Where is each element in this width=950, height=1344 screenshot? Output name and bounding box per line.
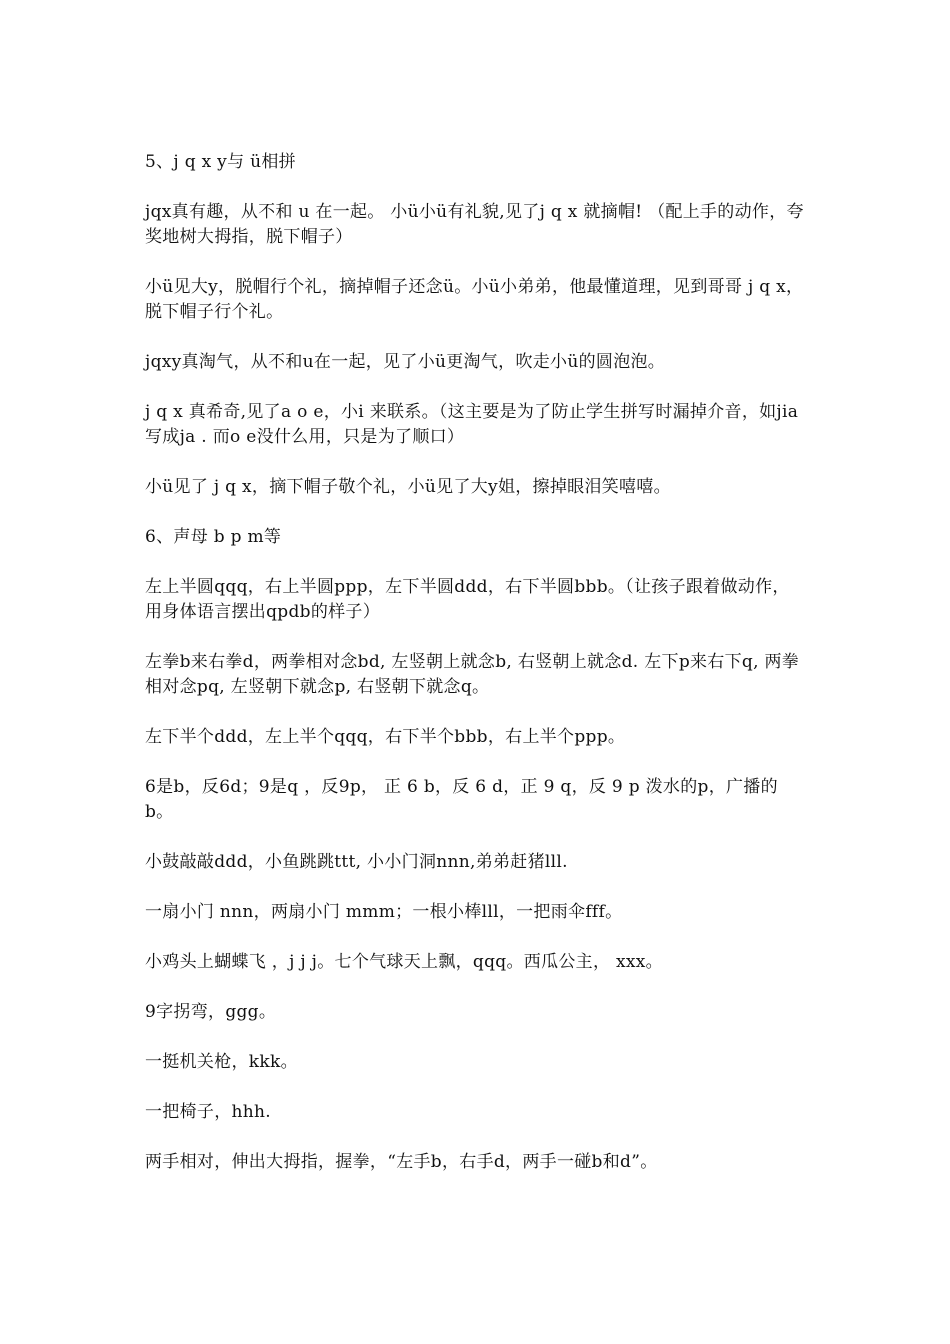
paragraph: 一扇小门 nnn，两扇小门 mmm；一根小棒lll，一把雨伞fff。 [145, 902, 623, 922]
paragraph: 左下半个ddd，左上半个qqq，右下半个bbb，右上半个ppp。 [145, 727, 626, 747]
paragraph: jqxy真淘气，从不和u在一起，见了小ü更淘气，吹走小ü的圆泡泡。 [145, 352, 666, 372]
document-body [145, 150, 805, 1200]
paragraph: 一把椅子，hhh. [145, 1102, 271, 1122]
paragraph: 6是b，反6d；9是q ，反9p， 正 6 b，反 6 d，正 9 q，反 9 p 泼水的p，广播的b。 [145, 777, 778, 822]
paragraph: 9字拐弯，ggg。 [145, 1002, 277, 1022]
heading-initials-bpm: 6、声母 b p m等 [145, 527, 282, 547]
paragraph: 一挺机关枪，kkk。 [145, 1052, 298, 1072]
paragraph: jqx真有趣，从不和 u 在一起。 小ü小ü有礼貌,见了j q x 就摘帽! （配上手的动作，夸奖地树大拇指，脱下帽子） [145, 202, 804, 247]
paragraph: j q x 真希奇,见了a o e，小i 来联系。（这主要是为了防止学生拼写时漏掉介音，如jia 写成ja . 而o e没什么用，只是为了顺口） [145, 402, 804, 447]
paragraph: 小ü见大y，脱帽行个礼，摘掉帽子还念ü。小ü小弟弟，他最懂道理，见到哥哥 j q x，脱下帽子行个礼。 [145, 277, 804, 322]
paragraph: 小鼓敲敲ddd，小鱼跳跳ttt, 小小门洞nnn,弟弟赶猪lll. [145, 852, 568, 872]
paragraph: 左上半圆qqq，右上半圆ppp，左下半圆ddd，右下半圆bbb。（让孩子跟着做动作，用身体语言摆出qpdb的样子） [145, 577, 790, 622]
paragraph: 左拳b来右拳d，两拳相对念bd, 左竖朝上就念b, 右竖朝上就念d. 左下p来右下q, 两拳相对念pq, 左竖朝下就念p, 右竖朝下就念q。 [145, 652, 800, 697]
paragraph: 小鸡头上蝴蝶飞 ，j j j。七个气球天上飘，qqq。西瓜公主， xxx。 [145, 952, 663, 972]
heading-jqxy-with-u: 5、j q x y与 ü相拼 [145, 152, 296, 172]
paragraph: 小ü见了 j q x，摘下帽子敬个礼，小ü见了大y姐，擦掉眼泪笑嘻嘻。 [145, 477, 671, 497]
paragraph: 两手相对，伸出大拇指，握拳，“左手b，右手d，两手一碰b和d”。 [145, 1152, 658, 1172]
